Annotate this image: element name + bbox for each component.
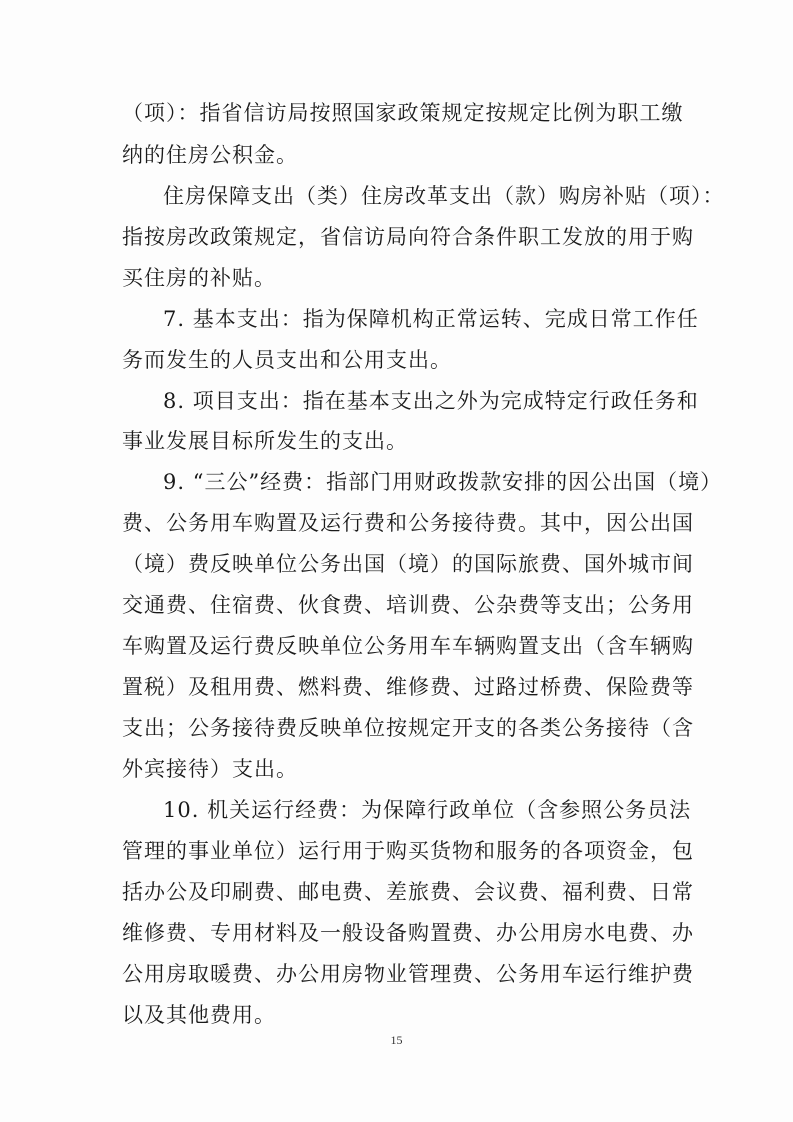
text-line: 事业发展目标所发生的支出。 (122, 429, 408, 453)
text-line: 外宾接待）支出。 (122, 757, 298, 781)
text-line: 交通费、住宿费、伙食费、培训费、公杂费等支出；公务用 (122, 593, 694, 617)
text-line: 纳的住房公积金。 (122, 143, 298, 167)
text-line: 买住房的补贴。 (122, 266, 276, 290)
paragraph-start: 住房保障支出（类）住房改革支出（款）购房补贴（项）： (163, 184, 725, 208)
text-line: 务而发生的人员支出和公用支出。 (122, 348, 452, 372)
paragraph-start: 9. “三公”经费：指部门用财政拨款安排的因公出国（境） (163, 470, 723, 494)
text-line: 指按房改政策规定，省信访局向符合条件职工发放的用于购 (122, 225, 694, 249)
paragraph-start: 8. 项目支出：指在基本支出之外为完成特定行政任务和 (163, 389, 699, 413)
page-number: 15 (390, 1033, 403, 1047)
text-line: 车购置及运行费反映单位公务用车车辆购置支出（含车辆购 (122, 634, 694, 658)
text-line: 以及其他费用。 (122, 1003, 276, 1027)
text-line: 支出；公务接待费反映单位按规定开支的各类公务接待（含 (122, 716, 694, 740)
text-line: （境）费反映单位公务出国（境）的国际旅费、国外城市间 (122, 552, 694, 576)
text-line: 管理的事业单位）运行用于购买货物和服务的各项资金，包 (122, 839, 694, 863)
paragraph-start: 10. 机关运行经费：为保障行政单位（含参照公务员法 (163, 798, 692, 822)
text-line: 费、公务用车购置及运行费和公务接待费。其中，因公出国 (122, 511, 694, 535)
text-line: 置税）及租用费、燃料费、维修费、过路过桥费、保险费等 (122, 675, 694, 699)
text-line: 公用房取暖费、办公用房物业管理费、公务用车运行维护费 (122, 962, 694, 986)
text-line: 括办公及印刷费、邮电费、差旅费、会议费、福利费、日常 (122, 880, 694, 904)
paragraph-start: 7. 基本支出：指为保障机构正常运转、完成日常工作任 (163, 307, 699, 331)
text-line: 维修费、专用材料及一般设备购置费、办公用房水电费、办 (122, 921, 694, 945)
text-line: （项）：指省信访局按照国家政策规定按规定比例为职工缴 (122, 101, 684, 125)
